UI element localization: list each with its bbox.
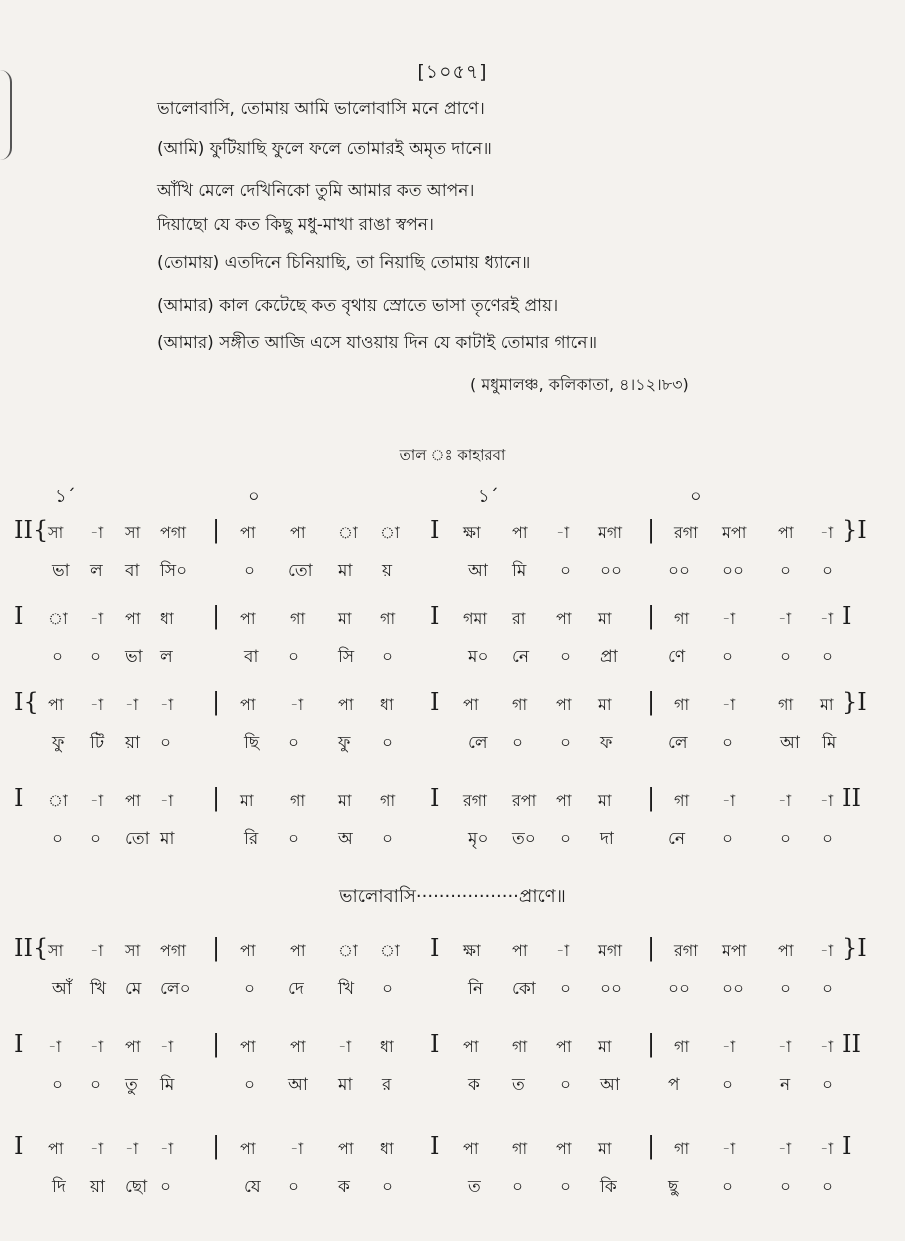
lyric-syllable: ০ <box>382 979 394 999</box>
lyric-syllable: ০ <box>722 647 734 667</box>
swara-note: -া <box>722 609 736 628</box>
lyric-syllable: ০ <box>90 829 102 849</box>
lyric-syllable: নে <box>668 829 686 849</box>
lyric-syllable: দে <box>288 979 304 999</box>
lyric-syllable: নি <box>468 979 484 999</box>
lyric-syllable: ০ <box>560 979 572 999</box>
bar-divider: | <box>212 934 221 962</box>
swara-note: পা <box>512 523 528 542</box>
swara-note: রপা <box>512 791 537 810</box>
swara-note: পা <box>48 1139 64 1158</box>
lyric-syllable: ক <box>468 1075 480 1095</box>
swara-note: পা <box>778 523 794 542</box>
swara-note: গমা <box>463 609 488 628</box>
swara-note: া <box>380 941 400 960</box>
swara-note: -া <box>48 1037 62 1056</box>
lyric-syllable: ০ <box>244 1075 256 1095</box>
lyric-syllable: মি <box>160 1075 175 1095</box>
swara-note: গা <box>290 609 306 628</box>
swara-note: গা <box>290 791 306 810</box>
swara-note: রা <box>512 609 526 628</box>
swara-note: ধা <box>380 1037 394 1056</box>
lyric-syllable: মা <box>338 1075 353 1095</box>
lyric-syllable: ০ <box>90 647 102 667</box>
swara-note: -া <box>90 1037 104 1056</box>
bar-start: I <box>14 1030 24 1058</box>
lyric-syllable: ০ <box>780 647 792 667</box>
swara-row <box>0 516 905 552</box>
lyric-syllable: ০০ <box>722 979 745 999</box>
swara-note: ধা <box>380 1139 394 1158</box>
swara-note: -া <box>290 1139 304 1158</box>
swara-note: পা <box>556 1139 572 1158</box>
swara-note: মা <box>338 609 352 628</box>
swara-note: গা <box>512 695 528 714</box>
lyric-syllable: ০০ <box>668 979 691 999</box>
bar-start: II{ <box>14 516 49 544</box>
lyric-syllable: ০ <box>560 733 572 753</box>
lyric-syllable: ০ <box>822 1177 834 1197</box>
swara-note: মা <box>338 791 352 810</box>
lyric-syllable: ছো <box>125 1177 148 1197</box>
lyric-syllable: ছি <box>244 733 260 753</box>
lyric-syllable: ০ <box>822 1075 834 1095</box>
swara-note: গা <box>512 1139 528 1158</box>
bar-divider: | <box>647 934 656 962</box>
lyric-syllable: ০ <box>382 829 394 849</box>
lyric-syllable: ০ <box>822 829 834 849</box>
swara-note: -া <box>160 1139 174 1158</box>
lyric-syllable: ০ <box>160 1177 172 1197</box>
swara-note: -া <box>778 791 792 810</box>
lyric-syllable: ০ <box>288 733 300 753</box>
swara-note: মা <box>598 1037 612 1056</box>
bar-divider: | <box>647 516 656 544</box>
lyric-syllable: সি০ <box>160 561 188 581</box>
swara-note: পা <box>338 1139 354 1158</box>
swara-note: া <box>338 523 358 542</box>
swara-note: সা <box>125 523 141 542</box>
lyric-syllable: ০ <box>382 647 394 667</box>
lyric-syllable: ফ <box>600 733 613 753</box>
swara-note: া <box>48 609 68 628</box>
lyric-syllable: সি <box>338 647 355 667</box>
swara-note: -া <box>722 695 736 714</box>
swara-note: -া <box>820 941 834 960</box>
lyric-syllable: ০ <box>722 829 734 849</box>
bar-divider: | <box>212 602 221 630</box>
lyric-syllable: ভা <box>52 561 70 581</box>
lyric-syllable: লে <box>468 733 488 753</box>
lyric-syllable: খি <box>90 979 107 999</box>
lyric-syllable: আ <box>600 1075 620 1095</box>
swara-note: -া <box>820 791 834 810</box>
lyric-syllable: ০ <box>780 829 792 849</box>
swara-note: মপা <box>722 941 747 960</box>
bar-end: I <box>842 602 852 630</box>
swara-note: পা <box>290 523 306 542</box>
lyric-syllable: র <box>382 1075 392 1095</box>
lyric-syllable: য়া <box>90 1177 105 1197</box>
bar-divider: | <box>212 516 221 544</box>
lyric-syllable: ০ <box>288 1177 300 1197</box>
swara-note: মা <box>598 1139 612 1158</box>
lyric-syllable: ০ <box>512 733 524 753</box>
bar-end: I <box>842 1132 852 1160</box>
source-credit: ( মধুমালঞ্চ, কলিকাতা, ৪।১২।৮৩) <box>470 375 689 394</box>
bar-start: I <box>14 1132 24 1160</box>
lyric-syllable: য়া <box>125 733 140 753</box>
lyric-syllable: ০ <box>52 1075 64 1095</box>
lyric-syllable: নে <box>512 647 530 667</box>
lyric-syllable: ০ <box>722 1075 734 1095</box>
syllable-row <box>0 826 905 858</box>
swara-note: পা <box>240 523 256 542</box>
lyric-syllable: ম০ <box>468 647 489 667</box>
swara-note: -া <box>556 523 570 542</box>
swara-note: গা <box>674 1139 690 1158</box>
swara-note: রগা <box>674 941 698 960</box>
swara-note: া <box>338 941 358 960</box>
lyric-syllable: ০ <box>382 1177 394 1197</box>
bar-divider: | <box>212 784 221 812</box>
swara-note: -া <box>160 695 174 714</box>
syllable-row <box>0 558 905 590</box>
swara-note: মা <box>598 695 612 714</box>
lyric-syllable: ০০ <box>668 561 691 581</box>
swara-note: পা <box>338 695 354 714</box>
lyric-syllable: য় <box>382 561 393 581</box>
swara-note: -া <box>722 1037 736 1056</box>
bar-divider: I <box>430 602 440 630</box>
beat-mark-3: ১´ <box>478 486 499 507</box>
lyric-syllable: টি <box>90 733 105 753</box>
lyric-syllable: ০ <box>90 1075 102 1095</box>
swara-note: পা <box>556 1037 572 1056</box>
swara-note: ধা <box>160 609 174 628</box>
swara-note: -া <box>90 523 104 542</box>
swara-note: -া <box>90 1139 104 1158</box>
swara-note: -া <box>338 1037 352 1056</box>
swara-note: গা <box>512 1037 528 1056</box>
swara-note: -া <box>125 1139 139 1158</box>
lyric-syllable: ন <box>780 1075 791 1095</box>
bar-divider: | <box>647 1132 656 1160</box>
swara-note: পা <box>290 1037 306 1056</box>
lyric-syllable: তো <box>288 561 313 581</box>
swara-row <box>0 934 905 970</box>
lyric-syllable: ০ <box>512 1177 524 1197</box>
lyric-syllable: মি <box>512 561 527 581</box>
lyric-syllable: ০ <box>244 979 256 999</box>
syllable-row <box>0 976 905 1008</box>
swara-note: গা <box>380 609 396 628</box>
swara-note: -া <box>820 609 834 628</box>
lyric-syllable: মা <box>160 829 175 849</box>
bar-start: II{ <box>14 934 49 962</box>
swara-note: পা <box>556 695 572 714</box>
swara-note: -া <box>90 941 104 960</box>
lyric-syllable: কো <box>512 979 536 999</box>
lyric-syllable: প <box>668 1075 680 1095</box>
lyric-line-3: আঁখি মেলে দেখিনিকো তুমি আমার কত আপন। <box>157 181 475 201</box>
bar-divider: | <box>212 688 221 716</box>
lyric-syllable: দা <box>600 829 614 849</box>
swara-note: পা <box>290 941 306 960</box>
lyric-syllable: লে০ <box>160 979 191 999</box>
lyric-syllable: ফু <box>338 733 351 753</box>
lyric-syllable: ০ <box>560 561 572 581</box>
lyric-syllable: তু <box>125 1075 138 1095</box>
lyric-syllable: খি <box>338 979 355 999</box>
refrain-marker: ভালোবাসি··················প্রাণে॥ <box>339 886 566 907</box>
swara-note: -া <box>820 1037 834 1056</box>
bar-end: II <box>842 1030 861 1058</box>
lyric-syllable: ০০ <box>600 561 623 581</box>
beat-mark-4: ০ <box>690 486 702 507</box>
beat-mark-1: ১´ <box>55 486 76 507</box>
swara-note: -া <box>820 523 834 542</box>
bar-divider: I <box>430 516 440 544</box>
lyric-syllable: ছু <box>668 1177 679 1197</box>
lyric-line-7: (আমার) সঙ্গীত আজি এসে যাওয়ায় দিন যে কাটাই তোমার গানে॥ <box>157 333 598 353</box>
swara-note: গা <box>674 791 690 810</box>
swara-note: -া <box>90 695 104 714</box>
swara-note: মা <box>820 695 834 714</box>
lyric-syllable: আঁ <box>52 979 72 999</box>
swara-note: রগা <box>463 791 487 810</box>
lyric-line-5: (তোমায়) এতদিনে চিনিয়াছি, তা নিয়াছি তোমায় ধ্যানে॥ <box>157 253 531 273</box>
swara-note: পা <box>48 695 64 714</box>
bar-end: }I <box>842 516 867 544</box>
lyric-syllable: ০ <box>822 561 834 581</box>
lyric-syllable: অ <box>338 829 353 849</box>
lyric-syllable: বা <box>125 561 140 581</box>
swara-note: -া <box>160 1037 174 1056</box>
bar-start: I{ <box>14 688 39 716</box>
lyric-syllable: ০ <box>780 561 792 581</box>
lyric-syllable: যে <box>244 1177 261 1197</box>
swara-note: সা <box>48 941 64 960</box>
lyric-syllable: ০ <box>560 1075 572 1095</box>
lyric-syllable: দি <box>52 1177 66 1197</box>
swara-note: পা <box>463 695 479 714</box>
bar-divider: | <box>212 1030 221 1058</box>
swara-note: মপা <box>722 523 747 542</box>
swara-note: সা <box>48 523 64 542</box>
lyric-syllable: আ <box>288 1075 308 1095</box>
lyric-syllable: মা <box>338 561 353 581</box>
swara-note: -া <box>778 609 792 628</box>
swara-note: মগা <box>598 523 623 542</box>
swara-note: পগা <box>160 941 186 960</box>
lyric-syllable: ত <box>512 1075 525 1095</box>
swara-note: -া <box>160 791 174 810</box>
syllable-row <box>0 730 905 762</box>
bar-divider: I <box>430 1132 440 1160</box>
swara-row <box>0 602 905 638</box>
swara-note: পা <box>240 695 256 714</box>
lyric-syllable: ০ <box>52 647 64 667</box>
swara-note: -া <box>778 1139 792 1158</box>
lyric-line-1: ভালোবাসি, তোমায় আমি ভালোবাসি মনে প্রাণে। <box>157 99 485 119</box>
lyric-syllable: ০ <box>288 647 300 667</box>
swara-note: গা <box>778 695 794 714</box>
swara-note: পগা <box>160 523 186 542</box>
bar-divider: | <box>647 602 656 630</box>
swara-note: া <box>380 523 400 542</box>
swara-note: পা <box>463 1037 479 1056</box>
swara-note: পা <box>240 609 256 628</box>
swara-note: -া <box>90 791 104 810</box>
lyric-syllable: তো <box>125 829 150 849</box>
lyric-syllable: মি <box>822 733 837 753</box>
swara-note: পা <box>240 1139 256 1158</box>
swara-note: ক্ষা <box>463 523 481 542</box>
beat-mark-2: ০ <box>248 486 260 507</box>
swara-row <box>0 1132 905 1168</box>
lyric-syllable: ০ <box>560 829 572 849</box>
swara-note: ধা <box>380 695 394 714</box>
swara-note: মা <box>598 609 612 628</box>
lyric-syllable: রি <box>244 829 259 849</box>
bar-divider: | <box>647 784 656 812</box>
lyric-syllable: প্রা <box>600 647 618 667</box>
swara-note: পা <box>240 941 256 960</box>
swara-note: পা <box>463 1139 479 1158</box>
swara-note: -া <box>778 1037 792 1056</box>
lyric-syllable: ণে <box>668 647 686 667</box>
bar-divider: I <box>430 1030 440 1058</box>
lyric-syllable: আ <box>780 733 800 753</box>
swara-note: গা <box>674 1037 690 1056</box>
lyric-syllable: ০ <box>560 1177 572 1197</box>
swara-note: -া <box>290 695 304 714</box>
swara-note: পা <box>512 941 528 960</box>
bar-start: I <box>14 602 24 630</box>
bar-start: I <box>14 784 24 812</box>
lyric-line-2: (আমি) ফুটিয়াছি ফুলে ফলে তোমারই অমৃত দানে॥ <box>157 139 492 159</box>
swara-note: মগা <box>598 941 623 960</box>
swara-row <box>0 1030 905 1066</box>
swara-note: পা <box>125 791 141 810</box>
bar-end: }I <box>842 688 867 716</box>
lyric-syllable: ০ <box>52 829 64 849</box>
swara-note: গা <box>674 695 690 714</box>
lyric-syllable: আ <box>468 561 488 581</box>
bar-end: }I <box>842 934 867 962</box>
lyric-syllable: ত০ <box>512 829 536 849</box>
lyric-syllable: ০ <box>822 647 834 667</box>
bar-divider: I <box>430 784 440 812</box>
swara-note: -া <box>90 609 104 628</box>
syllable-row <box>0 1072 905 1104</box>
swara-row <box>0 688 905 724</box>
bar-divider: | <box>212 1132 221 1160</box>
lyric-syllable: ০ <box>244 561 256 581</box>
lyric-line-4: দিয়াছো যে কত কিছু মধু-মাখা রাঙা স্বপন। <box>157 215 434 235</box>
swara-note: পা <box>125 1037 141 1056</box>
swara-note: ক্ষা <box>463 941 481 960</box>
lyric-syllable: ০ <box>780 1177 792 1197</box>
swara-note: পা <box>240 1037 256 1056</box>
lyric-syllable: ০ <box>288 829 300 849</box>
lyric-syllable: ০০ <box>600 979 623 999</box>
swara-note: গা <box>380 791 396 810</box>
lyric-syllable: ল <box>160 647 173 667</box>
swara-note: মা <box>598 791 612 810</box>
swara-note: পা <box>556 609 572 628</box>
bar-end: II <box>842 784 861 812</box>
bar-divider: I <box>430 934 440 962</box>
swara-note: -া <box>125 695 139 714</box>
lyric-syllable: ত <box>468 1177 481 1197</box>
lyric-syllable: ০ <box>560 647 572 667</box>
swara-note: -া <box>722 1139 736 1158</box>
swara-note: পা <box>125 609 141 628</box>
swara-note: গা <box>674 609 690 628</box>
lyric-syllable: ভা <box>125 647 143 667</box>
swara-row <box>0 784 905 820</box>
lyric-syllable: ০ <box>822 979 834 999</box>
lyric-syllable: লে <box>668 733 688 753</box>
swara-note: পা <box>778 941 794 960</box>
swara-note: -া <box>722 791 736 810</box>
lyric-syllable: ০ <box>780 979 792 999</box>
bar-divider: | <box>647 1030 656 1058</box>
swara-note: পা <box>556 791 572 810</box>
swara-note: -া <box>556 941 570 960</box>
lyric-syllable: মৃ০ <box>468 829 489 849</box>
bar-divider: I <box>430 688 440 716</box>
bar-divider: | <box>647 688 656 716</box>
swara-note: া <box>48 791 68 810</box>
lyric-syllable: ক <box>338 1177 350 1197</box>
swara-note: রগা <box>674 523 698 542</box>
swara-note: -া <box>820 1139 834 1158</box>
lyric-syllable: বা <box>244 647 259 667</box>
lyric-syllable: ল <box>90 561 103 581</box>
syllable-row <box>0 644 905 676</box>
page-number: [১০৫৭] <box>417 61 488 83</box>
lyric-syllable: ০ <box>160 733 172 753</box>
lyric-line-6: (আমার) কাল কেটেছে কত বৃথায় স্রোতে ভাসা তৃণেরই প্রায়। <box>157 296 559 316</box>
lyric-syllable: কি <box>600 1177 617 1197</box>
lyric-syllable: মে <box>125 979 142 999</box>
lyric-syllable: ০ <box>382 733 394 753</box>
lyric-syllable: ০ <box>722 733 734 753</box>
swara-note: সা <box>125 941 141 960</box>
lyric-syllable: ০০ <box>722 561 745 581</box>
syllable-row <box>0 1174 905 1206</box>
tala-heading: তাল ঃ কাহারবা <box>399 446 506 464</box>
swara-note: মা <box>240 791 254 810</box>
lyric-syllable: ফু <box>52 733 65 753</box>
lyric-syllable: ০ <box>722 1177 734 1197</box>
